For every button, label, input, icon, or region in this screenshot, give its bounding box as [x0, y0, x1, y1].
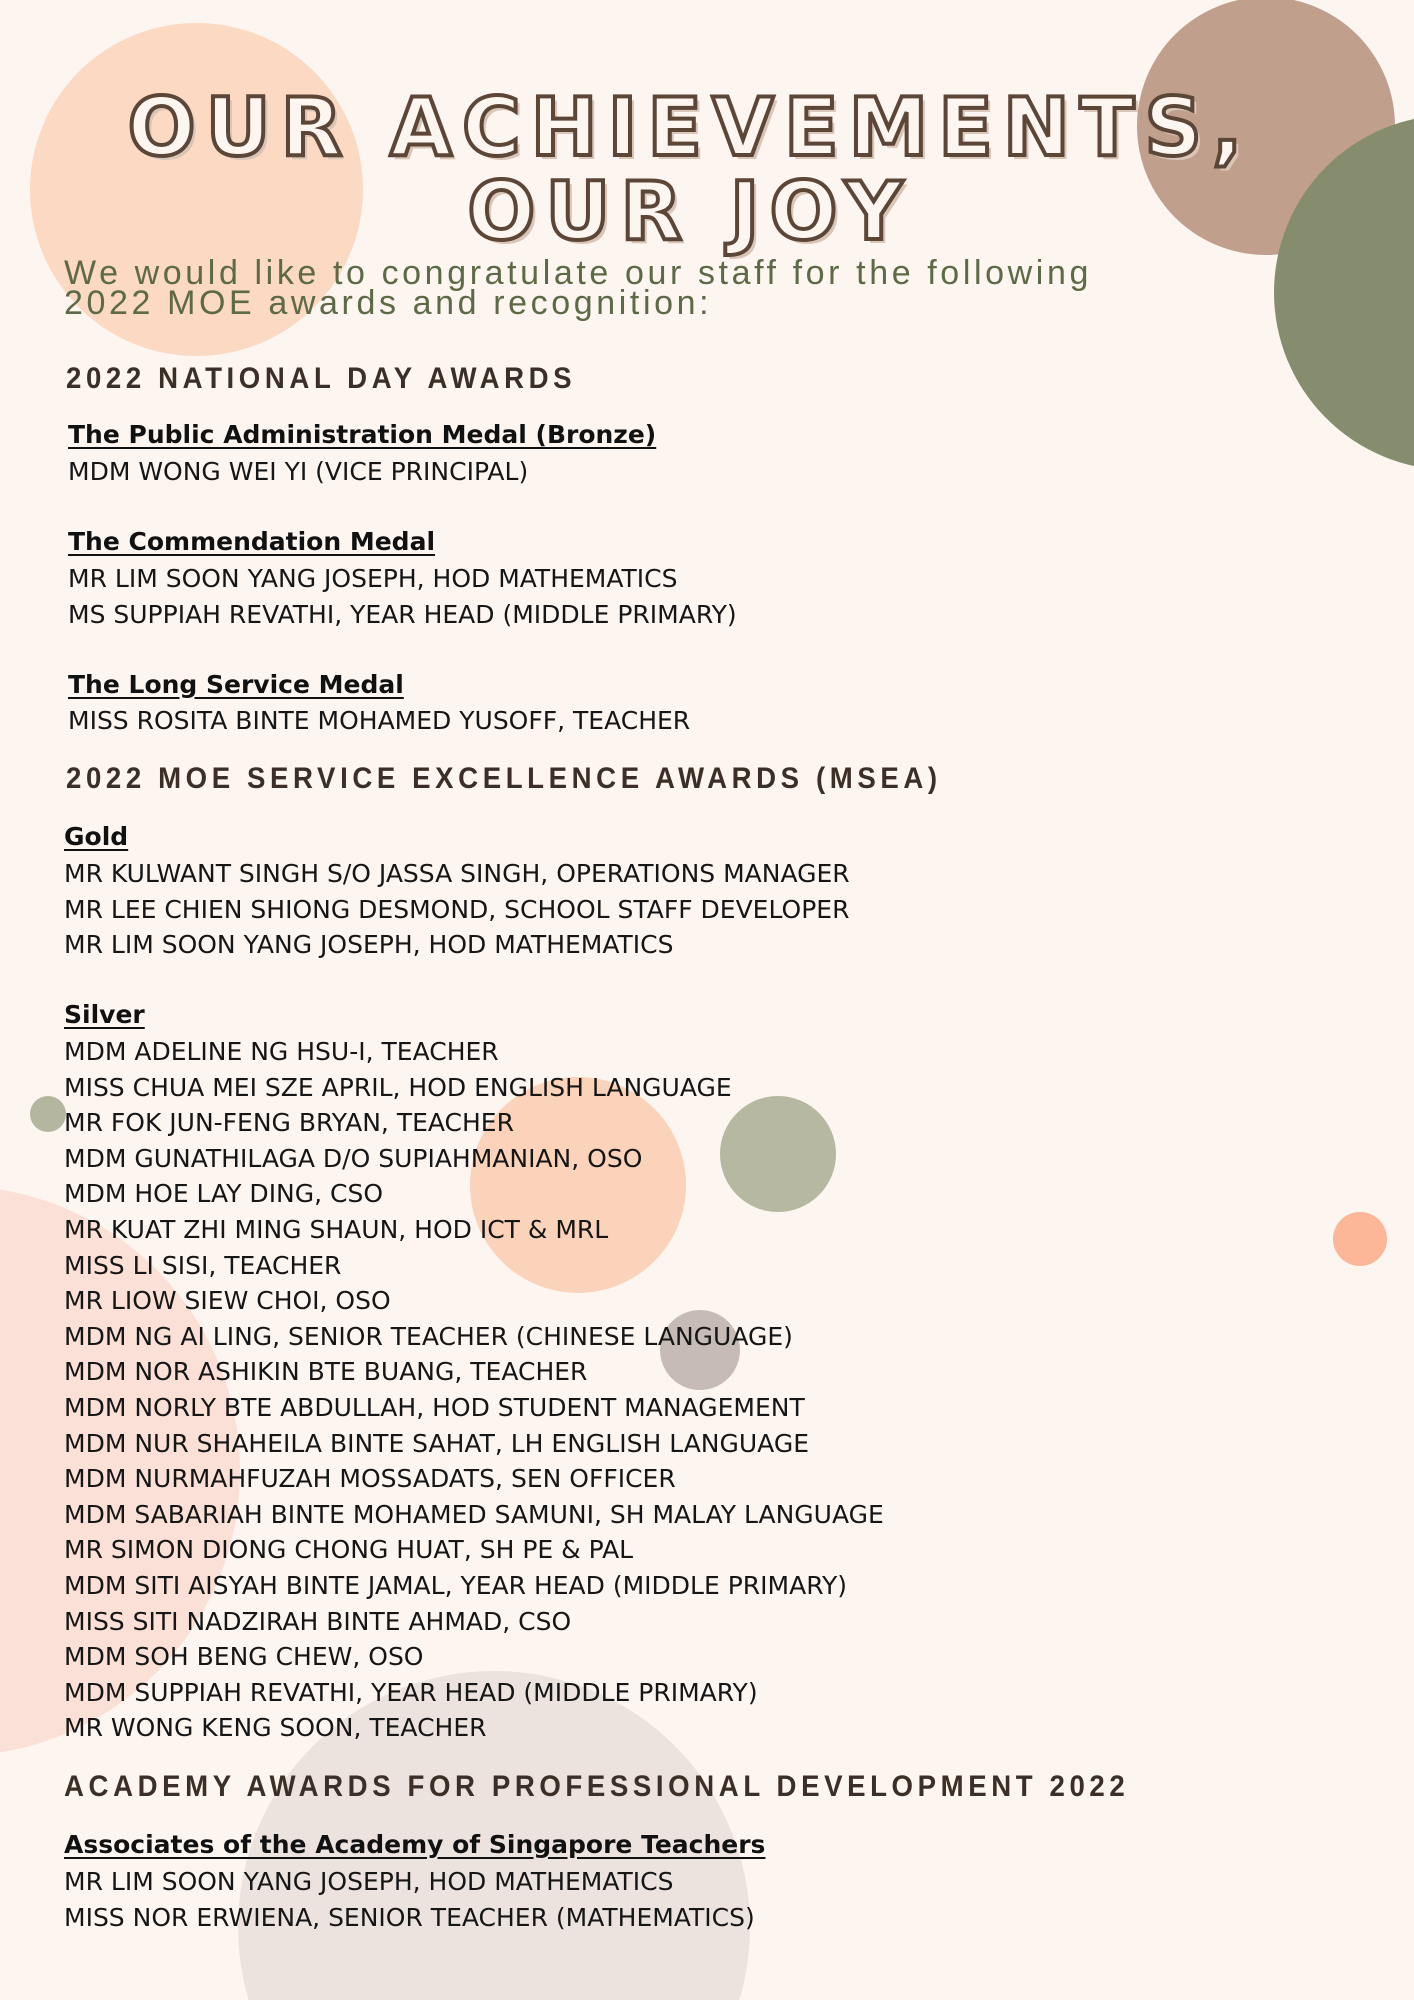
intro-text [64, 254, 1324, 322]
name-list-item: MS SUPPIAH REVATHI, YEAR HEAD (MIDDLE PRIMARY) [68, 599, 737, 629]
name-list-item: MR WONG KENG SOON, TEACHER [64, 1713, 487, 1743]
name-list-gold [64, 856, 850, 963]
name-list-item: MISS SITI NADZIRAH BINTE AHMAD, CSO [64, 1606, 572, 1636]
name-list-commendation-medal [68, 561, 737, 632]
name-list-item: MISS NOR ERWIENA, SENIOR TEACHER (MATHEMATICS) [64, 1902, 755, 1932]
name-list-long-service-medal [68, 703, 690, 739]
name-list-item: MDM NURMAHFUZAH MOSSADATS, SEN OFFICER [64, 1464, 676, 1494]
award-title-gold: Gold [64, 822, 129, 851]
name-list-item: MR FOK JUN-FENG BRYAN, TEACHER [64, 1108, 514, 1138]
name-list-item: MR LIM SOON YANG JOSEPH, HOD MATHEMATICS [64, 930, 674, 960]
page-title [0, 81, 1380, 258]
name-list-item: MDM GUNATHILAGA D/O SUPIAHMANIAN, OSO [64, 1143, 643, 1173]
name-list-associates-academy [64, 1864, 755, 1935]
name-list-item: MDM SUPPIAH REVATHI, YEAR HEAD (MIDDLE PRIMARY) [64, 1677, 758, 1707]
name-list-item: MDM SABARIAH BINTE MOHAMED SAMUNI, SH MALAY LANGUAGE [64, 1499, 884, 1529]
name-list-item: MR LIM SOON YANG JOSEPH, HOD MATHEMATICS [68, 564, 678, 593]
name-list-item: MR LEE CHIEN SHIONG DESMOND, SCHOOL STAFF DEVELOPER [64, 894, 850, 924]
name-list-item: MISS LI SISI, TEACHER [64, 1250, 342, 1280]
name-list-item: MDM SITI AISYAH BINTE JAMAL, YEAR HEAD (MIDDLE PRIMARY) [64, 1570, 847, 1600]
award-title-long-service-medal: The Long Service Medal [68, 670, 404, 699]
name-list-item: MDM NUR SHAHEILA BINTE SAHAT, LH ENGLISH LANGUAGE [64, 1428, 810, 1458]
name-list-item: MR LIOW SIEW CHOI, OSO [64, 1286, 391, 1316]
award-title-public-administration-medal: The Public Administration Medal (Bronze) [68, 420, 657, 449]
name-list-item: MDM NOR ASHIKIN BTE BUANG, TEACHER [64, 1357, 588, 1387]
name-list-item: MISS CHUA MEI SZE APRIL, HOD ENGLISH LANGUAGE [64, 1072, 732, 1102]
name-list-silver [64, 1034, 884, 1746]
name-list-item: MR KULWANT SINGH S/O JASSA SINGH, OPERATIONS MANAGER [64, 859, 850, 888]
name-list-item: MISS ROSITA BINTE MOHAMED YUSOFF, TEACHER [68, 706, 691, 735]
intro-line-2: 2022 MOE awards and recognition: [64, 284, 713, 322]
name-list-item: MDM SOH BENG CHEW, OSO [64, 1642, 424, 1672]
award-title-commendation-medal: The Commendation Medal [68, 527, 436, 556]
decorative-circle-sage-small [30, 1096, 66, 1132]
page-title-line-2: OUR JOY [467, 165, 913, 258]
section-heading-national-day-awards: 2022 NATIONAL DAY AWARDS [66, 362, 577, 395]
name-list-item: MR LIM SOON YANG JOSEPH, HOD MATHEMATICS [64, 1867, 674, 1896]
page-title-line-1: OUR ACHIEVEMENTS, [127, 81, 1253, 174]
name-list-item: MDM ADELINE NG HSU-I, TEACHER [64, 1037, 499, 1066]
name-list-item: MDM NG AI LING, SENIOR TEACHER (CHINESE LANGUAGE) [64, 1321, 793, 1351]
section-heading-msea: 2022 MOE SERVICE EXCELLENCE AWARDS (MSEA) [66, 762, 942, 795]
name-list-item: MDM WONG WEI YI (VICE PRINCIPAL) [68, 457, 529, 486]
name-list-item: MR SIMON DIONG CHONG HUAT, SH PE & PAL [64, 1535, 634, 1565]
award-title-associates-academy: Associates of the Academy of Singapore Teachers [64, 1830, 766, 1859]
name-list-public-administration-medal [68, 454, 528, 490]
name-list-item: MR KUAT ZHI MING SHAUN, HOD ICT & MRL [64, 1214, 609, 1244]
award-title-silver: Silver [64, 1000, 145, 1029]
name-list-item: MDM HOE LAY DING, CSO [64, 1179, 384, 1209]
intro-line-1: We would like to congratulate our staff for the following [64, 254, 1092, 292]
name-list-item: MDM NORLY BTE ABDULLAH, HOD STUDENT MANAGEMENT [64, 1392, 805, 1422]
decorative-circle-orange-right [1333, 1212, 1387, 1266]
section-heading-academy-awards: ACADEMY AWARDS FOR PROFESSIONAL DEVELOPMENT 2022 [64, 1770, 1130, 1803]
